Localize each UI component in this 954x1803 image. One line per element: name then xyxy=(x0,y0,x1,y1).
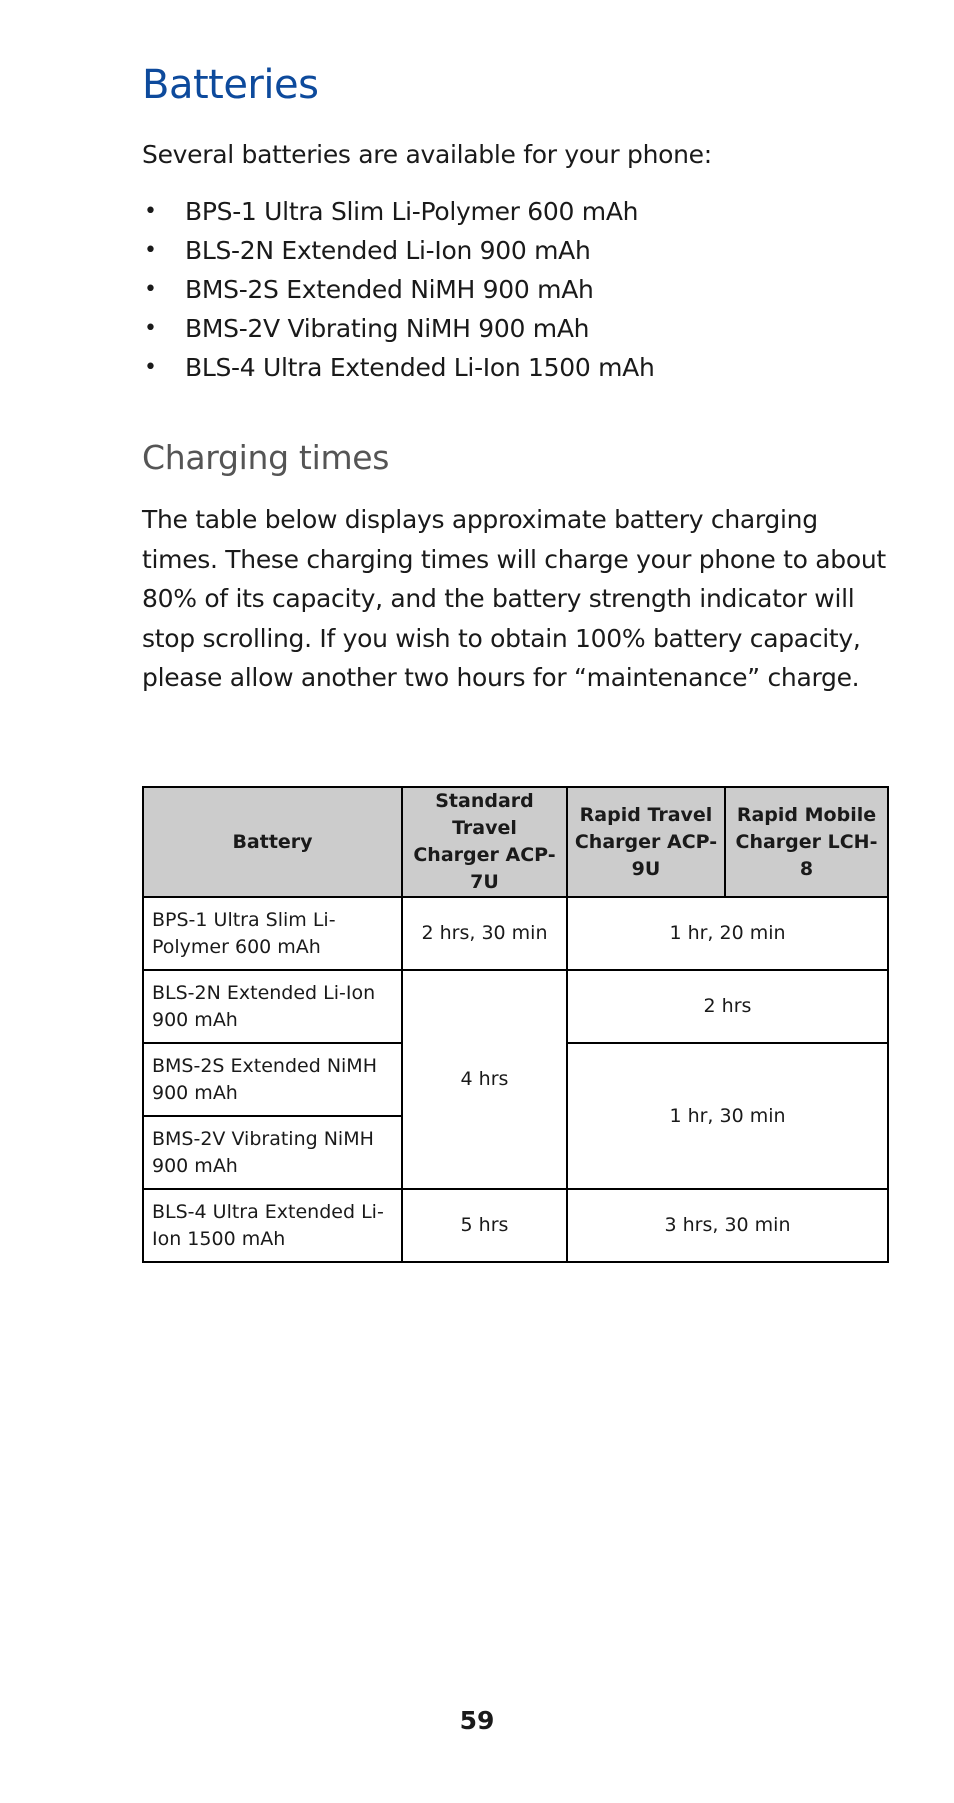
battery-cell: BLS-2N Extended Li-Ion 900 mAh xyxy=(143,970,402,1043)
bullet-icon: • xyxy=(144,316,157,341)
table-row xyxy=(143,897,888,970)
battery-name: BMS-2S Extended NiMH 900 mAh xyxy=(185,275,594,304)
list-item xyxy=(142,309,655,348)
description-paragraph: The table below displays approximate battery charging times. These charging times will charge your phone to about 80% of its capacity, and the battery strength indicator will stop scrolling. If you wish to obtain 100% battery capacity, please allow another two hours for “maintenance” charge. xyxy=(142,505,886,692)
table-header-row xyxy=(143,787,888,897)
battery-name: BLS-2N Extended Li-Ion 900 mAh xyxy=(185,236,591,265)
battery-cell: BLS-4 Ultra Extended Li-Ion 1500 mAh xyxy=(143,1189,402,1262)
battery-name: BMS-2V Vibrating NiMH 900 mAh xyxy=(185,314,590,343)
list-item xyxy=(142,270,655,309)
battery-list xyxy=(142,192,655,387)
page-number: 59 xyxy=(459,1706,495,1735)
standard-charger-time: 5 hrs xyxy=(402,1189,567,1262)
table-row xyxy=(143,970,888,1043)
rapid-charger-time: 2 hrs xyxy=(567,970,888,1043)
battery-cell: BPS-1 Ultra Slim Li-Polymer 600 mAh xyxy=(143,897,402,970)
battery-name: BLS-4 Ultra Extended Li-Ion 1500 mAh xyxy=(185,353,655,382)
rapid-charger-time: 3 hrs, 30 min xyxy=(567,1189,888,1262)
battery-cell: BMS-2S Extended NiMH 900 mAh xyxy=(143,1043,402,1116)
column-header-standard-charger: Standard Travel Charger ACP-7U xyxy=(402,787,567,897)
table-row xyxy=(143,1189,888,1262)
standard-charger-time: 2 hrs, 30 min xyxy=(402,897,567,970)
bullet-icon: • xyxy=(144,199,157,224)
bullet-icon: • xyxy=(144,238,157,263)
battery-name: BPS-1 Ultra Slim Li-Polymer 600 mAh xyxy=(185,197,639,226)
column-header-battery: Battery xyxy=(143,787,402,897)
charging-times-table xyxy=(142,786,889,1263)
page-title: Batteries xyxy=(142,62,319,108)
bullet-icon: • xyxy=(144,355,157,380)
column-header-rapid-travel-charger: Rapid Travel Charger ACP-9U xyxy=(567,787,725,897)
column-header-rapid-mobile-charger: Rapid Mobile Charger LCH-8 xyxy=(725,787,888,897)
section-heading: Charging times xyxy=(142,438,390,477)
bullet-icon: • xyxy=(144,277,157,302)
list-item xyxy=(142,192,655,231)
battery-cell: BMS-2V Vibrating NiMH 900 mAh xyxy=(143,1116,402,1189)
rapid-charger-time: 1 hr, 20 min xyxy=(567,897,888,970)
intro-text: Several batteries are available for your phone: xyxy=(142,140,712,169)
list-item xyxy=(142,348,655,387)
rapid-charger-time: 1 hr, 30 min xyxy=(567,1043,888,1189)
list-item xyxy=(142,231,655,270)
standard-charger-time: 4 hrs xyxy=(402,970,567,1189)
